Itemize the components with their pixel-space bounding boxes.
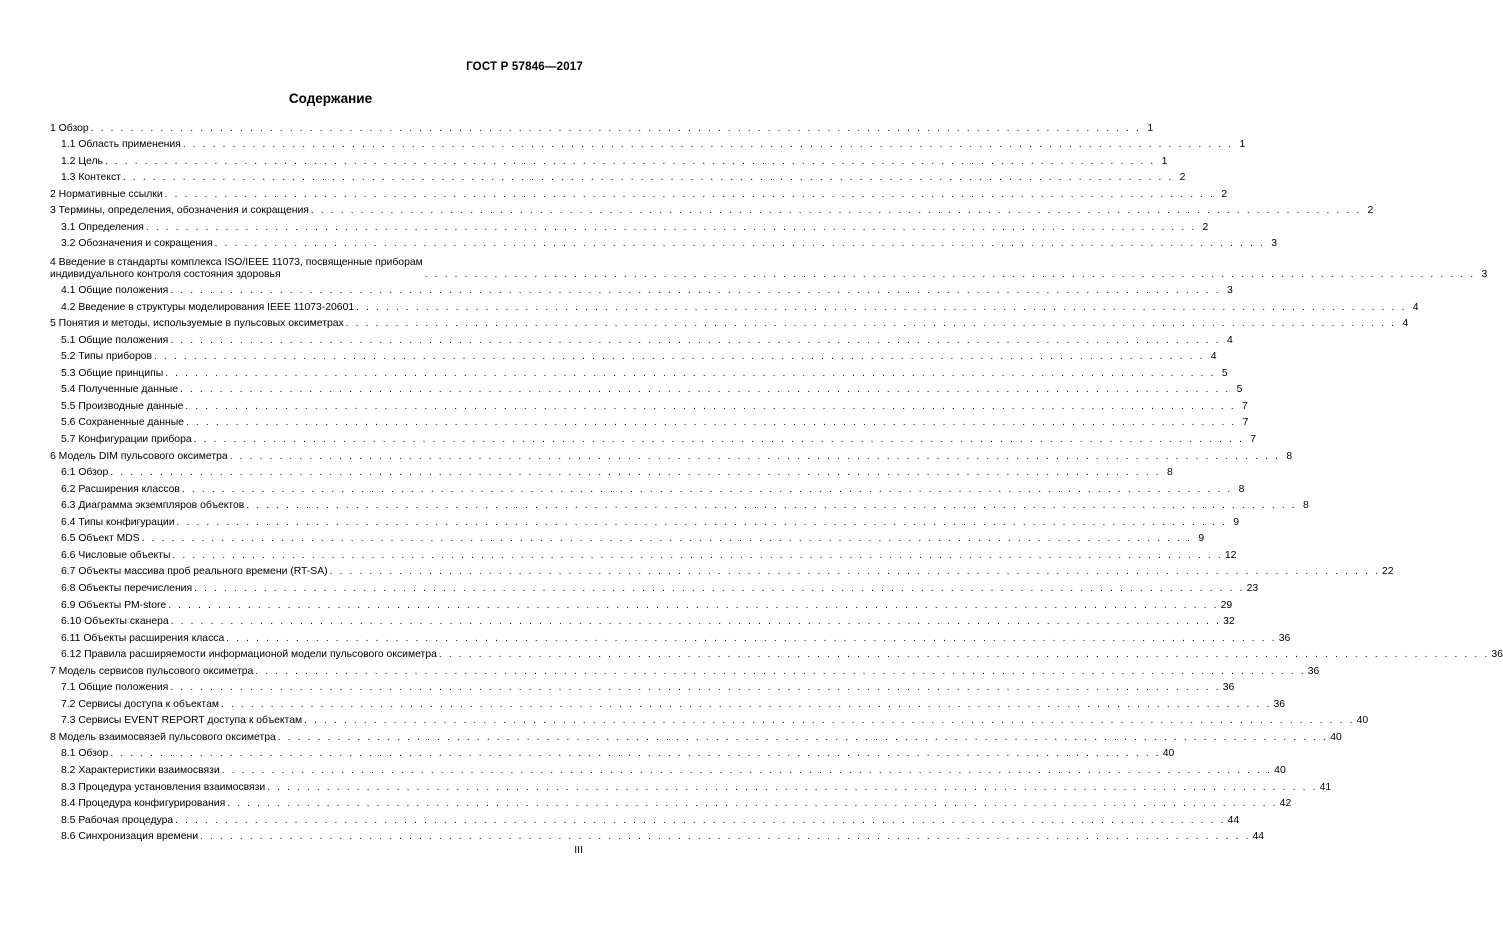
toc-page-number: 3 [1481, 268, 1488, 280]
toc-page-number: 44 [1252, 831, 1265, 843]
toc-entry[interactable] [50, 727, 1342, 744]
toc-page-number: 4 [1226, 334, 1233, 346]
toc-page-number: 3 [1226, 285, 1233, 297]
toc-entry-title: 1.2 Цель [61, 155, 103, 167]
toc-entry[interactable] [50, 794, 1292, 811]
toc-leader-dots: . . . . . . . . . . . . . . . . . . . . . . . . . . . . . . . . . . . . . . . . . . . . . . . . . . . . . . . . . . . . . . . . . . . . . . . . . . . . . . . . . . . . . . . . . . . . . . . . . . . . . . . . . . [185, 400, 1236, 412]
toc-entry[interactable] [50, 628, 1291, 645]
toc-leader-dots: . . . . . . . . . . . . . . . . . . . . . . . . . . . . . . . . . . . . . . . . . . . . . . . . . . . . . . . . . . . . . . . . . . . . . . . . . . . . . . . . . . . . . . . . . . . . . . . . . . . . . . . . . . [154, 351, 1205, 363]
toc-leader-dots: . . . . . . . . . . . . . . . . . . . . . . . . . . . . . . . . . . . . . . . . . . . . . . . . . . . . . . . . . . . . . . . . . . . . . . . . . . . . . . . . . . . . . . . . . . . . . . . . . . . . . . . . . . [170, 616, 1222, 628]
toc-entry-title: 3 Термины, определения, обозначения и сокращения [50, 205, 309, 217]
toc-entry-title: 6.5 Объект MDS [61, 533, 140, 545]
toc-entry-title: 5.2 Типы приборов [61, 351, 153, 363]
toc-page-number: 36 [1273, 698, 1285, 710]
toc-leader-dots: . . . . . . . . . . . . . . . . . . . . . . . . . . . . . . . . . . . . . . . . . . . . . . . . . . . . . . . . . . . . . . . . . . . . . . . . . . . . . . . . . . . . . . . . . . . . . . . . . . . . . . . . . . [164, 188, 1216, 200]
toc-page-number: 9 [1233, 516, 1239, 528]
toc-page-number: 36 [1278, 632, 1291, 644]
toc-page-number: 2 [1179, 172, 1186, 184]
toc-entry[interactable] [50, 118, 1154, 135]
toc-entry-title: 6.7 Объекты массива проб реального времени (RT-SA) [61, 566, 328, 578]
toc-page-number: 4 [1210, 351, 1217, 363]
toc-page-number: 4 [1412, 301, 1419, 313]
toc-page-number: 36 [1491, 649, 1503, 661]
toc-leader-dots: . . . . . . . . . . . . . . . . . . . . . . . . . . . . . . . . . . . . . . . . . . . . . . . . . . . . . . . . . . . . . . . . . . . . . . . . . . . . . . . . . . . . . . . . . . . . . . . . . . . . . . . . . . [122, 172, 1174, 184]
toc-entry-title: 6.10 Объекты сканера [61, 616, 169, 628]
toc-page-number: 44 [1227, 814, 1240, 826]
toc-leader-dots: . . . . . . . . . . . . . . . . . . . . . . . . . . . . . . . . . . . . . . . . . . . . . . . . . . . . . . . . . . . . . . . . . . . . . . . . . . . . . . . . . . . . . . . . . . . . . . . . . . . . . . . . . . [214, 238, 1266, 250]
toc-entry-title: 2 Нормативные ссылки [50, 188, 163, 200]
toc-leader-dots: . . . . . . . . . . . . . . . . . . . . . . . . . . . . . . . . . . . . . . . . . . . . . . . . . . . . . . . . . . . . . . . . . . . . . . . . . . . . . . . . . . . . . . . . . . . . . . . . . . . . . . . . . . [424, 268, 1476, 280]
toc-leader-dots: . . . . . . . . . . . . . . . . . . . . . . . . . . . . . . . . . . . . . . . . . . . . . . . . . . . . . . . . . . . . . . . . . . . . . . . . . . . . . . . . . . . . . . . . . . . . . . . . . . . . . . . . . . [165, 367, 1216, 379]
toc-entry-title: 4.1 Общие положения [61, 285, 169, 297]
toc-entry[interactable] [50, 234, 1278, 251]
toc-entry-title: 6 Модель DIM пульсового оксиметра [50, 450, 228, 462]
toc-entry-title: 8 Модель взаимосвязей пульсового оксиметра [50, 731, 276, 743]
toc-leader-dots: . . . . . . . . . . . . . . . . . . . . . . . . . . . . . . . . . . . . . . . . . . . . . . . . . . . . . . . . . . . . . . . . . . . . . . . . . . . . . . . . . . . . . . . . . . . . . . . . . . . . . . . . . . [221, 764, 1273, 776]
toc-leader-dots: . . . . . . . . . . . . . . . . . . . . . . . . . . . . . . . . . . . . . . . . . . . . . . . . . . . . . . . . . . . . . . . . . . . . . . . . . . . . . . . . . . . . . . . . . . . . . . . . . . . . . . . . . . [438, 649, 1490, 661]
toc-page-number: 5 [1236, 384, 1243, 396]
toc-leader-dots: . . . . . . . . . . . . . . . . . . . . . . . . . . . . . . . . . . . . . . . . . . . . . . . . . . . . . . . . . . . . . . . . . . . . . . . . . . . . . . . . . . . . . . . . . . . . . . . . . . . . . . . . . . [277, 731, 1329, 743]
toc-entry[interactable] [50, 201, 1374, 218]
toc-leader-dots: . . . . . . . . . . . . . . . . . . . . . . . . . . . . . . . . . . . . . . . . . . . . . . . . . . . . . . . . . . . . . . . . . . . . . . . . . . . . . . . . . . . . . . . . . . . . . . . . . . . . . . . . . . [179, 384, 1231, 396]
toc-entry-title: 6.6 Числовые объекты [61, 549, 171, 561]
toc-leader-dots: . . . . . . . . . . . . . . . . . . . . . . . . . . . . . . . . . . . . . . . . . . . . . . . . . . . . . . . . . . . . . . . . . . . . . . . . . . . . . . . . . . . . . . . . . . . . . . . . . . . . . . . . . . [168, 599, 1219, 611]
toc-entry-title: 5.5 Производные данные [61, 400, 184, 412]
toc-entry[interactable] [50, 396, 1248, 413]
toc-page-number: 7 [1242, 417, 1249, 429]
toc-page-number: 8 [1286, 450, 1293, 462]
toc-entry-title: 5 Понятия и методы, используемые в пульсовых оксиметрах [50, 318, 344, 330]
toc-leader-dots: . . . . . . . . . . . . . . . . . . . . . . . . . . . . . . . . . . . . . . . . . . . . . . . . . . . . . . . . . . . . . . . . . . . . . . . . . . . . . . . . . . . . . . . . . . . . . . . . . . . . . . . . . . [170, 682, 1221, 694]
toc-leader-dots: . . . . . . . . . . . . . . . . . . . . . . . . . . . . . . . . . . . . . . . . . . . . . . . . . . . . . . . . . . . . . . . . . . . . . . . . . . . . . . . . . . . . . . . . . . . . . . . . . . . . . . . . . . [110, 467, 1161, 479]
toc-page-number: 23 [1246, 582, 1259, 594]
toc-entry-title: 8.3 Процедура установления взаимосвязи [61, 781, 266, 793]
toc-entry[interactable] [50, 347, 1217, 364]
toc-page-number: 42 [1279, 798, 1292, 810]
toc-entry[interactable] [50, 250, 1488, 280]
standard-designation: ГОСТ Р 57846—2017 [466, 61, 583, 73]
toc-page-number: 22 [1382, 566, 1394, 578]
toc-entry[interactable] [50, 827, 1265, 844]
page-number: III [574, 844, 583, 856]
toc-entry-title: 1 Обзор [50, 122, 89, 134]
toc-page-number: 36 [1222, 682, 1235, 694]
toc-entry-title: 6.11 Объекты расширения класса [61, 632, 225, 644]
toc-entry-title: 5.7 Конфигурации прибора [61, 434, 192, 446]
toc-leader-dots: . . . . . . . . . . . . . . . . . . . . . . . . . . . . . . . . . . . . . . . . . . . . . . . . . . . . . . . . . . . . . . . . . . . . . . . . . . . . . . . . . . . . . . . . . . . . . . . . . . . . . . . . . . [345, 318, 1397, 330]
toc-page-number: 5 [1221, 367, 1228, 379]
toc-entry-title: 6.8 Объекты перечисления [61, 582, 193, 594]
toc-leader-dots: . . . . . . . . . . . . . . . . . . . . . . . . . . . . . . . . . . . . . . . . . . . . . . . . . . . . . . . . . . . . . . . . . . . . . . . . . . . . . . . . . . . . . . . . . . . . . . . . . . . . . . . . . . [221, 698, 1272, 710]
toc-entry-title: 1.1 Область применения [61, 139, 181, 151]
toc-leader-dots: . . . . . . . . . . . . . . . . . . . . . . . . . . . . . . . . . . . . . . . . . . . . . . . . . . . . . . . . . . . . . . . . . . . . . . . . . . . . . . . . . . . . . . . . . . . . . . . . . . . . . . . . . . [356, 301, 1407, 313]
toc-entry[interactable] [50, 711, 1369, 728]
page-title: Содержание [288, 91, 373, 106]
toc-page-number: 2 [1221, 188, 1228, 200]
toc-entry[interactable] [50, 578, 1259, 595]
toc-entry[interactable] [50, 496, 1309, 513]
toc-leader-dots: . . . . . . . . . . . . . . . . . . . . . . . . . . . . . . . . . . . . . . . . . . . . . . . . . . . . . . . . . . . . . . . . . . . . . . . . . . . . . . . . . . . . . . . . . . . . . . . . . . . . . . . . . . [182, 139, 1234, 151]
toc-entry[interactable] [50, 168, 1186, 185]
toc-leader-dots: . . . . . . . . . . . . . . . . . . . . . . . . . . . . . . . . . . . . . . . . . . . . . . . . . . . . . . . . . . . . . . . . . . . . . . . . . . . . . . . . . . . . . . . . . . . . . . . . . . . . . . . . . . [170, 334, 1221, 346]
toc-entry-title: 6.9 Объекты PM-store [61, 599, 167, 611]
toc-leader-dots: . . . . . . . . . . . . . . . . . . . . . . . . . . . . . . . . . . . . . . . . . . . . . . . . . . . . . . . . . . . . . . . . . . . . . . . . . . . . . . . . . . . . . . . . . . . . . . . . . . . . . . . . . . [329, 566, 1381, 578]
toc-entry[interactable] [50, 744, 1175, 761]
toc-entry[interactable] [50, 413, 1249, 430]
toc-entry[interactable] [50, 612, 1235, 629]
toc-entry-title: 8.2 Характеристики взаимосвязи [61, 764, 220, 776]
toc-entry-title: 3.2 Обозначения и сокращения [61, 238, 213, 250]
toc-entry[interactable] [50, 135, 1246, 152]
toc-entry-title: 5.6 Сохраненные данные [61, 417, 184, 429]
toc-entry-title: 6.4 Типы конфигурации [61, 516, 175, 528]
toc-leader-dots: . . . . . . . . . . . . . . . . . . . . . . . . . . . . . . . . . . . . . . . . . . . . . . . . . . . . . . . . . . . . . . . . . . . . . . . . . . . . . . . . . . . . . . . . . . . . . . . . . . . . . . . . . . [181, 483, 1233, 495]
toc-entry-title: 8.5 Рабочая процедура [61, 814, 174, 826]
toc-leader-dots: . . . . . . . . . . . . . . . . . . . . . . . . . . . . . . . . . . . . . . . . . . . . . . . . . . . . . . . . . . . . . . . . . . . . . . . . . . . . . . . . . . . . . . . . . . . . . . . . . . . . . . . . . . [145, 221, 1197, 233]
toc-page-number: 2 [1202, 221, 1209, 233]
toc-entry[interactable] [50, 545, 1237, 562]
toc-leader-dots: . . . . . . . . . . . . . . . . . . . . . . . . . . . . . . . . . . . . . . . . . . . . . . . . . . . . . . . . . . . . . . . . . . . . . . . . . . . . . . . . . . . . . . . . . . . . . . . . . . . . . . . . . . [267, 781, 1318, 793]
toc-entry[interactable] [50, 760, 1286, 777]
toc-page-number: 7 [1242, 400, 1248, 412]
toc-entry-title: 7.3 Сервисы EVENT REPORT доступа к объектам [61, 715, 303, 727]
toc-entry[interactable] [50, 463, 1173, 480]
toc-leader-dots: . . . . . . . . . . . . . . . . . . . . . . . . . . . . . . . . . . . . . . . . . . . . . . . . . . . . . . . . . . . . . . . . . . . . . . . . . . . . . . . . . . . . . . . . . . . . . . . . . . . . . . . . . . [193, 434, 1245, 446]
toc-leader-dots: . . . . . . . . . . . . . . . . . . . . . . . . . . . . . . . . . . . . . . . . . . . . . . . . . . . . . . . . . . . . . . . . . . . . . . . . . . . . . . . . . . . . . . . . . . . . . . . . . . . . . . . . . . [141, 533, 1193, 545]
toc-page-number: 40 [1330, 731, 1342, 743]
toc-entry-title: 8.6 Синхронизация времени [61, 831, 199, 843]
toc-page-number: 12 [1224, 549, 1237, 561]
toc-entry-title: 8.4 Процедура конфигурирования [61, 798, 226, 810]
toc-entry-title [50, 257, 423, 281]
toc-page-number: 40 [1162, 748, 1175, 760]
toc-page-number: 8 [1238, 483, 1245, 495]
toc-entry[interactable] [50, 184, 1228, 201]
toc-leader-dots: . . . . . . . . . . . . . . . . . . . . . . . . . . . . . . . . . . . . . . . . . . . . . . . . . . . . . . . . . . . . . . . . . . . . . . . . . . . . . . . . . . . . . . . . . . . . . . . . . . . . . . . . . . [90, 122, 1142, 134]
toc-entry-title: 7 Модель сервисов пульсового оксиметра [50, 665, 254, 677]
toc-page-number: 32 [1223, 616, 1235, 628]
toc-entry[interactable] [50, 151, 1168, 168]
toc-entry[interactable] [50, 446, 1293, 463]
toc-leader-dots: . . . . . . . . . . . . . . . . . . . . . . . . . . . . . . . . . . . . . . . . . . . . . . . . . . . . . . . . . . . . . . . . . . . . . . . . . . . . . . . . . . . . . . . . . . . . . . . . . . . . . . . . . . [175, 814, 1226, 826]
toc-entry[interactable] [50, 678, 1235, 695]
toc-page-number: 2 [1367, 205, 1374, 217]
toc-entry-title: 5.1 Общие положения [61, 334, 169, 346]
toc-leader-dots: . . . . . . . . . . . . . . . . . . . . . . . . . . . . . . . . . . . . . . . . . . . . . . . . . . . . . . . . . . . . . . . . . . . . . . . . . . . . . . . . . . . . . . . . . . . . . . . . . . . . . . . . . . [226, 632, 1277, 644]
toc-leader-dots: . . . . . . . . . . . . . . . . . . . . . . . . . . . . . . . . . . . . . . . . . . . . . . . . . . . . . . . . . . . . . . . . . . . . . . . . . . . . . . . . . . . . . . . . . . . . . . . . . . . . . . . . . . [104, 155, 1156, 167]
toc-entry-title: 7.1 Общие положения [61, 682, 169, 694]
toc-entry-title: 8.1 Обзор [61, 748, 109, 760]
toc-entry-title: 5.4 Полученные данные [61, 384, 178, 396]
toc-leader-dots: . . . . . . . . . . . . . . . . . . . . . . . . . . . . . . . . . . . . . . . . . . . . . . . . . . . . . . . . . . . . . . . . . . . . . . . . . . . . . . . . . . . . . . . . . . . . . . . . . . . . . . . . . . [200, 831, 1251, 843]
toc-entry-title: 6.1 Обзор [61, 467, 109, 479]
toc-leader-dots: . . . . . . . . . . . . . . . . . . . . . . . . . . . . . . . . . . . . . . . . . . . . . . . . . . . . . . . . . . . . . . . . . . . . . . . . . . . . . . . . . . . . . . . . . . . . . . . . . . . . . . . . . . [194, 582, 1245, 594]
toc-leader-dots: . . . . . . . . . . . . . . . . . . . . . . . . . . . . . . . . . . . . . . . . . . . . . . . . . . . . . . . . . . . . . . . . . . . . . . . . . . . . . . . . . . . . . . . . . . . . . . . . . . . . . . . . . . [310, 205, 1362, 217]
toc-leader-dots: . . . . . . . . . . . . . . . . . . . . . . . . . . . . . . . . . . . . . . . . . . . . . . . . . . . . . . . . . . . . . . . . . . . . . . . . . . . . . . . . . . . . . . . . . . . . . . . . . . . . . . . . . . [255, 665, 1306, 677]
toc-entry[interactable] [50, 297, 1419, 314]
toc-entry-title: 6.2 Расширения классов [61, 483, 180, 495]
toc-entry-title-line1: 4 Введение в стандарты комплекса ISO/IEEE 11073, посвященные приборам [50, 256, 423, 268]
toc-leader-dots: . . . . . . . . . . . . . . . . . . . . . . . . . . . . . . . . . . . . . . . . . . . . . . . . . . . . . . . . . . . . . . . . . . . . . . . . . . . . . . . . . . . . . . . . . . . . . . . . . . . . . . . . . . [304, 715, 1355, 727]
toc-leader-dots: . . . . . . . . . . . . . . . . . . . . . . . . . . . . . . . . . . . . . . . . . . . . . . . . . . . . . . . . . . . . . . . . . . . . . . . . . . . . . . . . . . . . . . . . . . . . . . . . . . . . . . . . . . [229, 450, 1281, 462]
toc-entry-title: 5.3 Общие принципы [61, 367, 164, 379]
toc-entry[interactable] [50, 363, 1228, 380]
toc-page-number: 1 [1239, 139, 1246, 151]
toc-entry[interactable] [50, 479, 1245, 496]
toc-entry[interactable] [50, 281, 1233, 298]
toc-page-number: 36 [1307, 665, 1320, 677]
toc-page-number: 1 [1147, 122, 1154, 134]
toc-entry[interactable] [50, 217, 1209, 234]
toc-entry[interactable] [50, 380, 1243, 397]
toc-leader-dots: . . . . . . . . . . . . . . . . . . . . . . . . . . . . . . . . . . . . . . . . . . . . . . . . . . . . . . . . . . . . . . . . . . . . . . . . . . . . . . . . . . . . . . . . . . . . . . . . . . . . . . . . . . [170, 285, 1221, 297]
toc-page-number: 3 [1271, 238, 1278, 250]
toc-entry-title: 1.3 Контекст [61, 172, 121, 184]
toc-entry[interactable] [50, 330, 1233, 347]
toc-leader-dots: . . . . . . . . . . . . . . . . . . . . . . . . . . . . . . . . . . . . . . . . . . . . . . . . . . . . . . . . . . . . . . . . . . . . . . . . . . . . . . . . . . . . . . . . . . . . . . . . . . . . . . . . . . [110, 748, 1161, 760]
toc-entry[interactable] [50, 429, 1257, 446]
toc-page-number: 1 [1161, 155, 1168, 167]
toc-leader-dots: . . . . . . . . . . . . . . . . . . . . . . . . . . . . . . . . . . . . . . . . . . . . . . . . . . . . . . . . . . . . . . . . . . . . . . . . . . . . . . . . . . . . . . . . . . . . . . . . . . . . . . . . . . [176, 516, 1227, 528]
toc-page-number: 8 [1302, 500, 1309, 512]
toc-page-number: 8 [1167, 467, 1173, 479]
toc-entry-title: 3.1 Определения [61, 221, 144, 233]
toc-entry-title: 6.3 Диаграмма экземпляров объектов [61, 500, 245, 512]
toc-entry-title-line2: индивидуального контроля состояния здоровья [50, 268, 281, 280]
toc-entry[interactable] [50, 645, 1503, 662]
toc-page-number: 29 [1220, 599, 1233, 611]
toc-entry[interactable] [50, 562, 1394, 579]
toc-page-number: 4 [1402, 318, 1409, 330]
toc-page-number: 41 [1319, 781, 1332, 793]
toc-entry-title: 4.2 Введение в структуры моделирования IEEE 11073-20601 [61, 301, 355, 313]
toc-leader-dots: . . . . . . . . . . . . . . . . . . . . . . . . . . . . . . . . . . . . . . . . . . . . . . . . . . . . . . . . . . . . . . . . . . . . . . . . . . . . . . . . . . . . . . . . . . . . . . . . . . . . . . . . . . [246, 500, 1297, 512]
toc-leader-dots: . . . . . . . . . . . . . . . . . . . . . . . . . . . . . . . . . . . . . . . . . . . . . . . . . . . . . . . . . . . . . . . . . . . . . . . . . . . . . . . . . . . . . . . . . . . . . . . . . . . . . . . . . . [172, 549, 1223, 561]
toc-entry[interactable] [50, 694, 1285, 711]
table-of-contents [50, 118, 1503, 843]
toc-page-number: 7 [1250, 434, 1257, 446]
toc-entry[interactable] [50, 314, 1409, 331]
toc-entry[interactable] [50, 777, 1332, 794]
toc-entry[interactable] [50, 810, 1240, 827]
toc-leader-dots: . . . . . . . . . . . . . . . . . . . . . . . . . . . . . . . . . . . . . . . . . . . . . . . . . . . . . . . . . . . . . . . . . . . . . . . . . . . . . . . . . . . . . . . . . . . . . . . . . . . . . . . . . . [227, 798, 1278, 810]
toc-page-number: 40 [1356, 715, 1369, 727]
toc-entry[interactable] [50, 595, 1233, 612]
toc-page-number: 40 [1274, 764, 1286, 776]
toc-entry[interactable] [50, 512, 1239, 529]
toc-entry-title: 6.12 Правила расширяемости информационой модели пульсового оксиметра [61, 649, 437, 661]
toc-entry[interactable] [50, 661, 1320, 678]
toc-entry[interactable] [50, 529, 1205, 546]
toc-page-number: 9 [1198, 533, 1205, 545]
toc-entry-title: 7.2 Сервисы доступа к объектам [61, 698, 219, 710]
toc-leader-dots: . . . . . . . . . . . . . . . . . . . . . . . . . . . . . . . . . . . . . . . . . . . . . . . . . . . . . . . . . . . . . . . . . . . . . . . . . . . . . . . . . . . . . . . . . . . . . . . . . . . . . . . . . . [185, 417, 1237, 429]
